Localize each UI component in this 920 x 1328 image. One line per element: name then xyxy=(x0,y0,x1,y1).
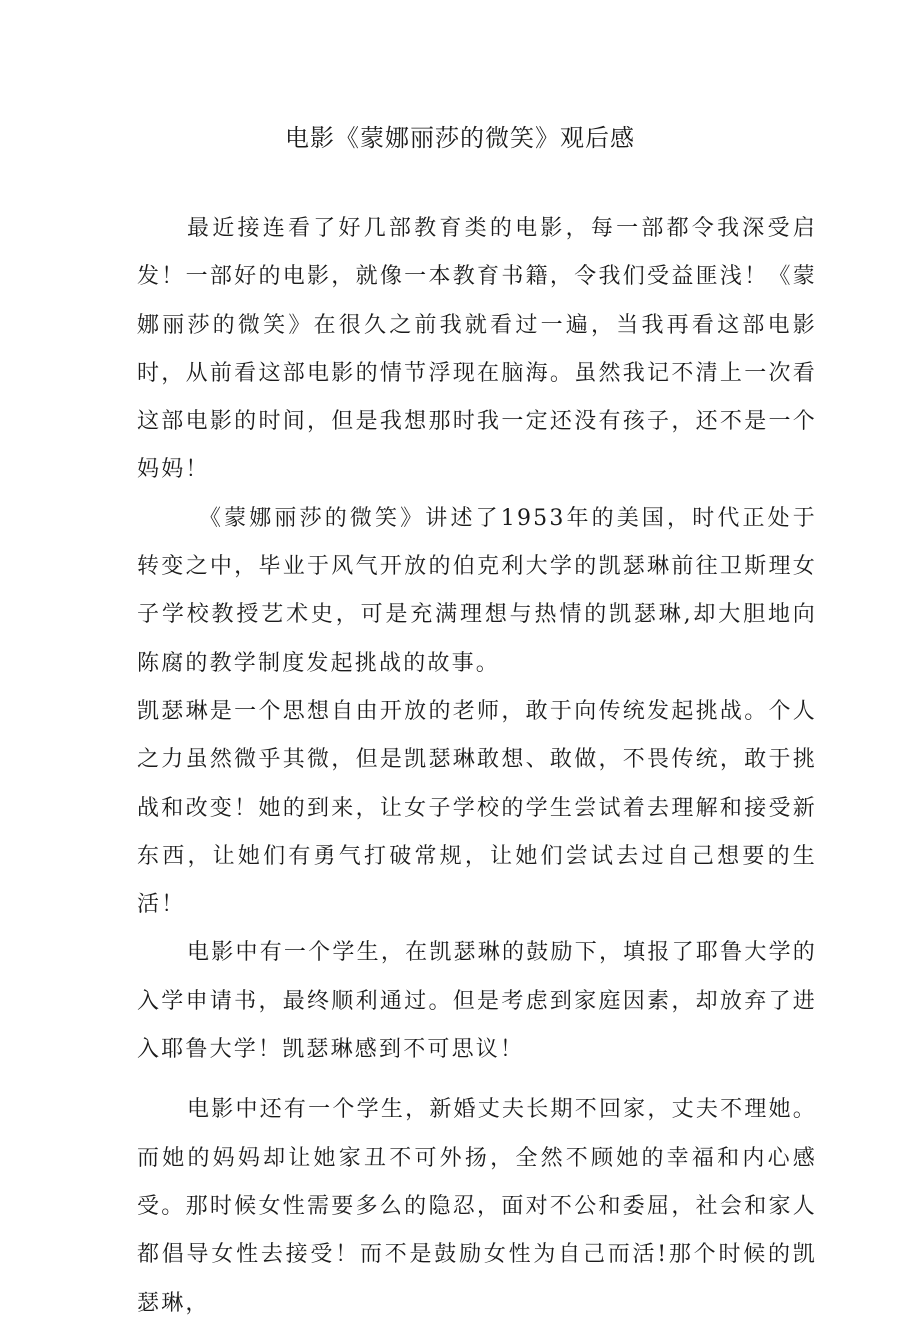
document-body xyxy=(137,205,817,1328)
paragraph-intro: 最近接连看了好几部教育类的电影，每一部都令我深受启发！一部好的电影，就像一本教育书籍，令我们受益匪浅！《蒙娜丽莎的微笑》在很久之前我就看过一遍，当我再看这部电影时，从前看这部电影的情节浮现在脑海。虽然我记不清上一次看这部电影的时间，但是我想那时我一定还没有孩子，还不是一个妈妈！ xyxy=(137,216,817,483)
paragraph-gap xyxy=(137,1074,817,1086)
paragraph-married-student: 电影中还有一个学生，新婚丈夫长期不回家，丈夫不理她。而她的妈妈却让她家丑不可外扬，全然不顾她的幸福和内心感受。那时候女性需要多么的隐忍，面对不公和委屈，社会和家人都倡导女性去接受！而不是鼓励女性为自己而活!那个时候的凯瑟琳， xyxy=(137,1097,817,1316)
document-title: 电影《蒙娜丽莎的微笑》观后感 xyxy=(285,124,635,152)
paragraph-synopsis: 《蒙娜丽莎的微笑》讲述了1953年的美国，时代正处于转变之中，毕业于风气开放的伯克利大学的凯瑟琳前往卫斯理女子学校教授艺术史，可是充满理想与热情的凯瑟琳,却大胆地向陈腐的教学制度发起挑战的故事。 xyxy=(137,505,817,676)
paragraph-yale-student: 电影中有一个学生，在凯瑟琳的鼓励下，填报了耶鲁大学的入学申请书，最终顺利通过。但是考虑到家庭因素，却放弃了进入耶鲁大学！凯瑟琳感到不可思议！ xyxy=(137,940,817,1063)
paragraph-katherine: 凯瑟琳是一个思想自由开放的老师，敢于向传统发起挑战。个人之力虽然微乎其微，但是凯瑟琳敢想、敢做，不畏传统，敢于挑战和改变！她的到来，让女子学校的学生尝试着去理解和接受新东西，让她们有勇气打破常规，让她们尝试去过自己想要的生活！ xyxy=(137,698,817,918)
